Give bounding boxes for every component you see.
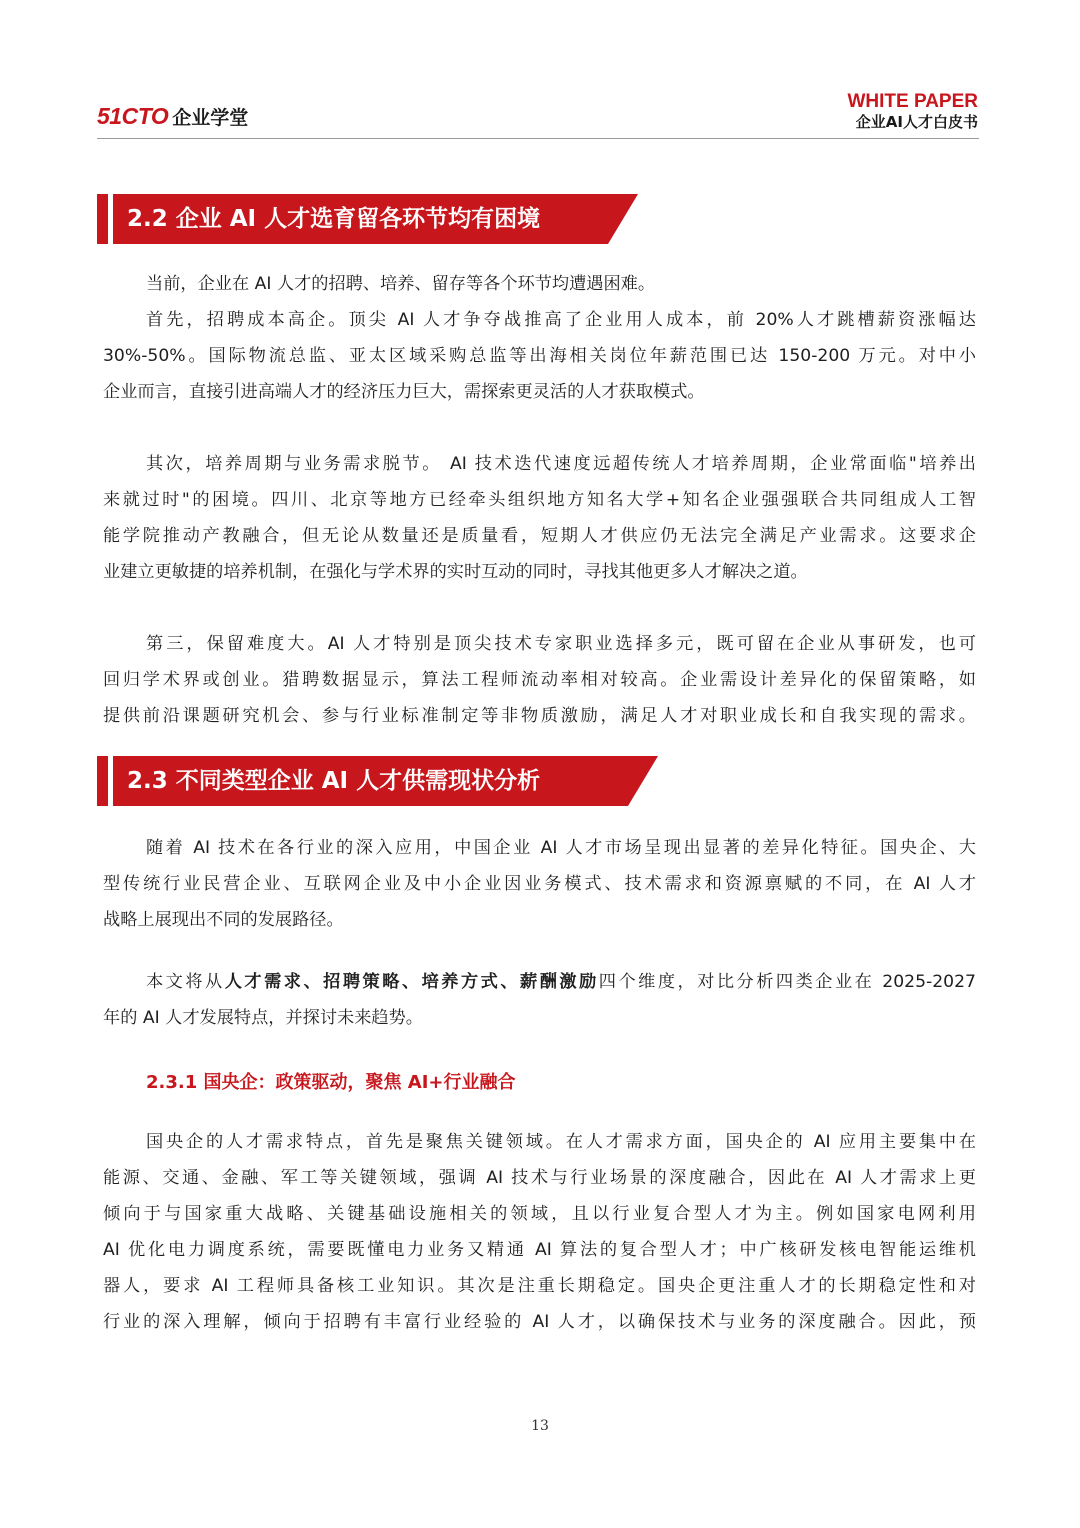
paragraph-line: 倾向于与国家重大战略、关键基础设施相关的领域，且以行业复合型人才为主。例如国家电网利用 — [103, 1204, 976, 1224]
paragraph-line-with-emphasis — [146, 970, 976, 994]
white-paper-label — [847, 91, 978, 132]
logo-text: 企业学堂 — [172, 106, 249, 129]
paragraph-line: 能源、交通、金融、军工等关键领域，强调 AI 技术与行业场景的深度融合，因此在 AI 人才需求上更 — [103, 1168, 976, 1188]
subsection-title: 2.3.1 国央企：政策驱动，聚焦 AI+行业融合 — [146, 1072, 516, 1093]
paragraph-line: 回归学术界或创业。猎聘数据显示，算法工程师流动率相对较高。企业需设计差异化的保留策略，如 — [103, 670, 976, 690]
text: 四个维度，对比分析四类企业在 2025-2027 — [598, 972, 976, 992]
logo-mark: 51CTO — [97, 102, 169, 129]
emphasis-text: 人才需求、招聘策略、培养方式、薪酬激励 — [224, 972, 599, 992]
section-heading-2-2 — [97, 194, 642, 244]
paragraph-line: 30%-50%。国际物流总监、亚太区域采购总监等出海相关岗位年薪范围已达 150-200 万元。对中小 — [103, 346, 976, 366]
section-marker — [97, 194, 108, 244]
section-marker — [97, 756, 108, 806]
paragraph-line: 其次，培养周期与业务需求脱节。 AI 技术迭代速度远超传统人才培养周期，企业常面临"培养出 — [146, 454, 976, 474]
section-title: 2.3 不同类型企业 AI 人才供需现状分析 — [127, 768, 541, 794]
page-number: 13 — [531, 1418, 549, 1434]
white-paper-subtitle: 企业AI人才白皮书 — [855, 113, 978, 131]
paragraph-line: 能学院推动产教融合，但无论从数量还是质量看，短期人才供应仍无法完全满足产业需求。这要求企 — [103, 526, 976, 546]
paragraph-line: 首先，招聘成本高企。顶尖 AI 人才争夺战推高了企业用人成本，前 20%人才跳槽薪资涨幅达 — [146, 310, 976, 330]
white-paper-title: WHITE PAPER — [847, 91, 978, 112]
section-title: 2.2 企业 AI 人才选育留各环节均有困境 — [127, 206, 541, 232]
paragraph-line: 国央企的人才需求特点，首先是聚焦关键领域。在人才需求方面，国央企的 AI 应用主要集中在 — [146, 1132, 976, 1152]
paragraph-line: AI 优化电力调度系统，需要既懂电力业务又精通 AI 算法的复合型人才；中广核研发核电智能运维机 — [103, 1240, 976, 1260]
paragraph-line: 第三，保留难度大。AI 人才特别是顶尖技术专家职业选择多元，既可留在企业从事研发，也可 — [146, 634, 976, 654]
paragraph-line: 企业而言，直接引进高端人才的经济压力巨大，需探索更灵活的人才获取模式。 — [103, 382, 705, 402]
paragraph-line: 当前，企业在 AI 人才的招聘、培养、留存等各个环节均遭遇困难。 — [146, 274, 656, 294]
paragraph-line: 行业的深入理解，倾向于招聘有丰富行业经验的 AI 人才，以确保技术与业务的深度融合。因此，预 — [103, 1312, 976, 1332]
header-divider — [97, 138, 979, 139]
text: 本文将从 — [146, 972, 225, 992]
paragraph-line: 提供前沿课题研究机会、参与行业标准制定等非物质激励，满足人才对职业成长和自我实现的需求。 — [103, 706, 976, 726]
section-heading-2-3 — [97, 756, 667, 806]
paragraph-line: 器人，要求 AI 工程师具备核工业知识。其次是注重长期稳定。国央企更注重人才的长期稳定性和对 — [103, 1276, 976, 1296]
paragraph-line: 型传统行业民营企业、互联网企业及中小企业因业务模式、技术需求和资源禀赋的不同，在 AI 人才 — [103, 874, 976, 894]
paragraph-line: 随着 AI 技术在各行业的深入应用，中国企业 AI 人才市场呈现出显著的差异化特征。国央企、大 — [146, 838, 976, 858]
paragraph-line: 业建立更敏捷的培养机制，在强化与学术界的实时互动的同时，寻找其他更多人才解决之道。 — [103, 562, 808, 582]
paragraph-line: 年的 AI 人才发展特点，并探讨未来趋势。 — [103, 1008, 423, 1028]
paragraph-line: 战略上展现出不同的发展路径。 — [103, 910, 344, 930]
paragraph-line: 来就过时"的困境。四川、北京等地方已经牵头组织地方知名大学+知名企业强强联合共同组成人工智 — [103, 490, 976, 510]
logo — [97, 100, 248, 132]
